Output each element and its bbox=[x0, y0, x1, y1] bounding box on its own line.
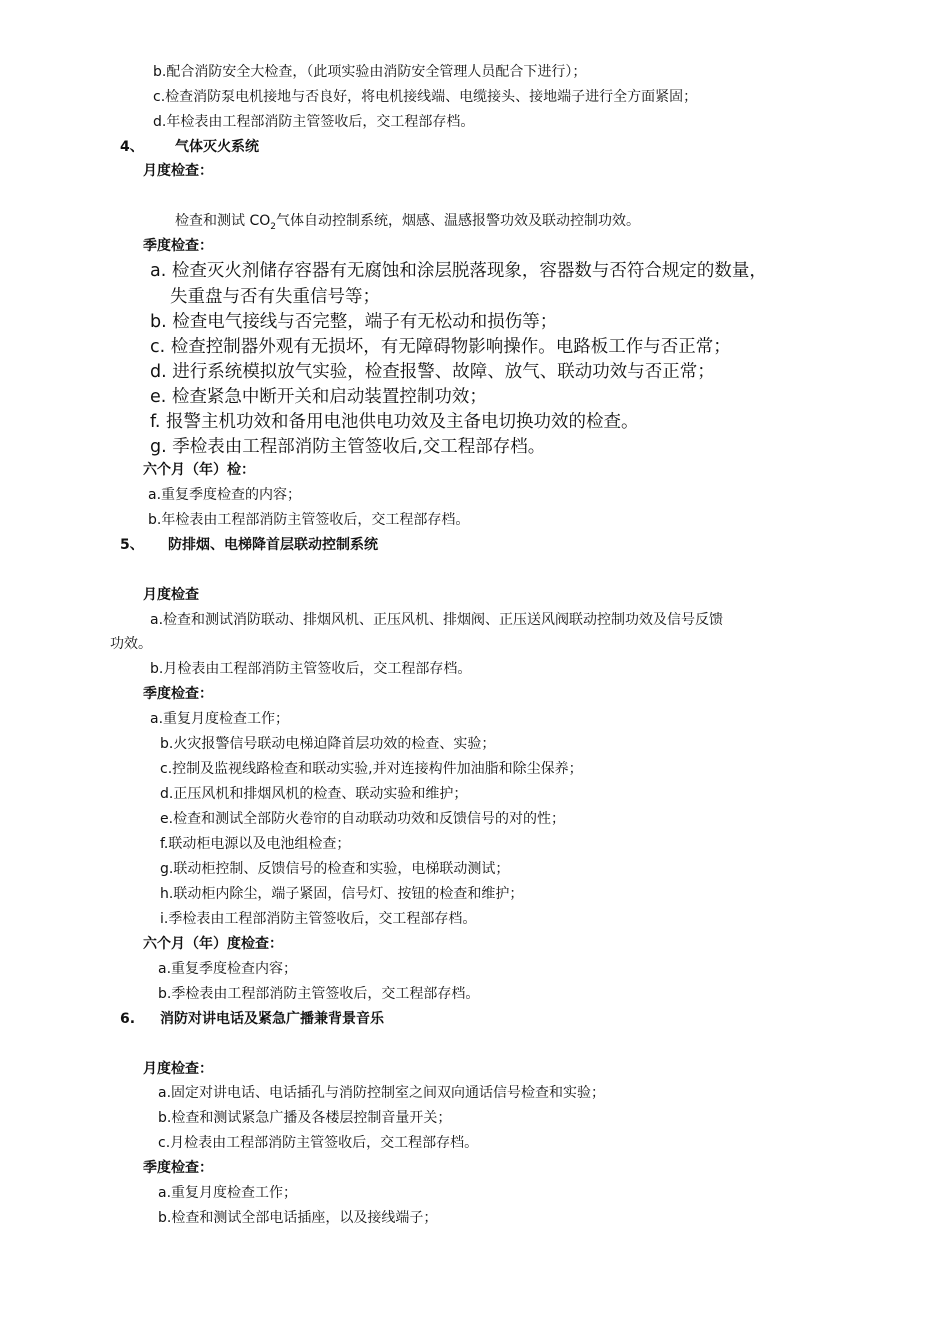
s4-quarterly-heading: 季度检查： bbox=[143, 238, 213, 254]
s5-q-e: e.检查和测试全部防火卷帘的自动联动功效和反馈信号的对的性； bbox=[160, 811, 566, 827]
s5-q-c: c.控制及监视线路检查和联动实验,并对连接构件加油脂和除尘保养； bbox=[160, 761, 583, 777]
s4-monthly-heading: 月度检查： bbox=[143, 163, 213, 179]
s5-q-d: d.正压风机和排烟风机的检查、联动实验和维护； bbox=[160, 786, 468, 802]
s6-q-a: a.重复月度检查工作； bbox=[158, 1185, 298, 1201]
s4-h-b: b.年检表由工程部消防主管签收后，交工程部存档。 bbox=[148, 512, 470, 528]
s5-title: 防排烟、电梯降首层联动控制系统 bbox=[168, 537, 378, 553]
s4-q-e: e. 检查紧急中断开关和启动装置控制功效； bbox=[150, 387, 487, 407]
s6-m-a: a.固定对讲电话、电话插孔与消防控制室之间双向通话信号检查和实验； bbox=[158, 1085, 606, 1101]
s4-q-g: g. 季检表由工程部消防主管签收后,交工程部存档。 bbox=[150, 437, 546, 457]
s5-q-a: a.重复月度检查工作； bbox=[150, 711, 290, 727]
s6-monthly-heading: 月度检查： bbox=[143, 1061, 213, 1077]
s5-q-g: g.联动柜控制、反馈信号的检查和实验，电梯联动测试； bbox=[160, 861, 510, 877]
s4-q-f: f. 报警主机功效和备用电池供电功效及主备电切换功效的检查。 bbox=[150, 412, 639, 432]
s5-number: 5、 bbox=[120, 537, 144, 553]
s4-number: 4、 bbox=[120, 139, 144, 155]
s3-item-b: b.配合消防安全大检查，（此项实验由消防安全管理人员配合下进行）； bbox=[153, 64, 587, 80]
s4-q-c: c. 检查控制器外观有无损坏，有无障碍物影响操作。电路板工作与否正常； bbox=[150, 337, 731, 357]
s4-half-heading: 六个月（年）检： bbox=[143, 462, 255, 478]
s5-h-b: b.季检表由工程部消防主管签收后，交工程部存档。 bbox=[158, 986, 480, 1002]
s4-q-d: d. 进行系统模拟放气实验，检查报警、故障、放气、联动功效与否正常； bbox=[150, 362, 715, 382]
s5-m-a-line1: a.检查和测试消防联动、排烟风机、正压风机、排烟阀、正压送风阀联动控制功效及信号反馈 bbox=[150, 612, 724, 628]
s5-m-b: b.月检表由工程部消防主管签收后，交工程部存档。 bbox=[150, 661, 472, 677]
s6-m-c: c.月检表由工程部消防主管签收后，交工程部存档。 bbox=[158, 1135, 479, 1151]
s4-q-b: b. 检查电气接线与否完整，端子有无松动和损伤等； bbox=[150, 312, 558, 332]
s5-q-b: b.火灾报警信号联动电梯迫降首层功效的检查、实验； bbox=[160, 736, 496, 752]
s5-half-heading: 六个月（年）度检查： bbox=[143, 936, 283, 952]
s4-subscript: 2 bbox=[270, 221, 276, 232]
s5-q-h: h.联动柜内除尘，端子紧固，信号灯、按钮的检查和维护； bbox=[160, 886, 524, 902]
s5-q-f: f.联动柜电源以及电池组检查； bbox=[160, 836, 351, 852]
s4-q-a-line1: a. 检查灭火剂储存容器有无腐蚀和涂层脱落现象，容器数与否符合规定的数量， bbox=[150, 261, 767, 281]
s3-item-c: c.检查消防泵电机接地与否良好，将电机接线端、电缆接头、接地端子进行全方面紧固； bbox=[153, 89, 698, 105]
s5-h-a: a.重复季度检查内容； bbox=[158, 961, 298, 977]
s5-monthly-heading: 月度检查 bbox=[143, 587, 199, 603]
s6-title: 消防对讲电话及紧急广播兼背景音乐 bbox=[160, 1011, 384, 1027]
s3-item-d: d.年检表由工程部消防主管签收后，交工程部存档。 bbox=[153, 114, 475, 130]
s5-m-a-line2: 功效。 bbox=[110, 636, 152, 652]
s5-quarterly-heading: 季度检查： bbox=[143, 686, 213, 702]
s6-m-b: b.检查和测试紧急广播及各楼层控制音量开关； bbox=[158, 1110, 452, 1126]
s6-q-b: b.检查和测试全部电话插座，以及接线端子； bbox=[158, 1210, 438, 1226]
s4-title: 气体灭火系统 bbox=[175, 139, 259, 155]
s4-q-a-line2: 失重盘与否有失重信号等； bbox=[170, 287, 380, 307]
s5-q-i: i.季检表由工程部消防主管签收后，交工程部存档。 bbox=[160, 911, 477, 927]
s6-number: 6. bbox=[120, 1011, 136, 1027]
s4-monthly-text: 检查和测试 $CO_2$气体自动控制系统，烟感、温感报警功效及联动控制功效。 bbox=[175, 213, 640, 232]
s6-quarterly-heading: 季度检查： bbox=[143, 1160, 213, 1176]
s4-h-a: a.重复季度检查的内容； bbox=[148, 487, 302, 503]
